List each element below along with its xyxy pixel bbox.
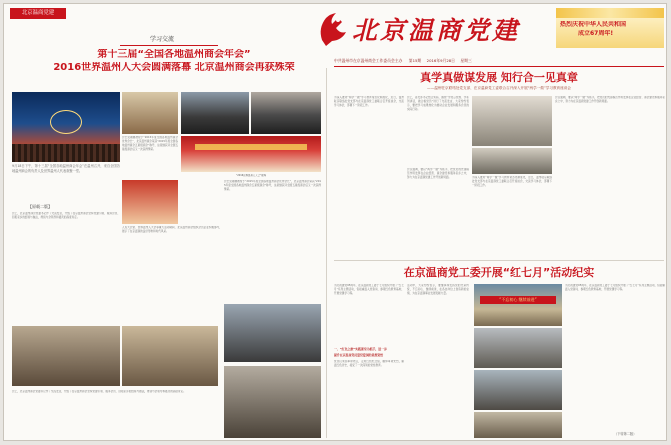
right-bottom-col1b: 党员们来到革命老区，走进红色纪念馆，瞻仰革命先烈，重温红色历史，接受了一次深刻的党性教育。 — [334, 360, 404, 367]
meeting-photo-1 — [12, 326, 120, 386]
party-emblem-icon — [316, 10, 350, 48]
masthead-title: 北京温商党建 — [352, 16, 521, 45]
issue-date: 2016年9月28日 — [426, 58, 455, 63]
left-lead-text: 9月18日下午，第十三届“全国各地温州商会年会”在温州召开，来自全国各地温州商会的负责人及世界温州人代表欢聚一堂。 — [12, 164, 120, 173]
right-bottom-col3: 为庆祝建党95周年，在京温商党工委于七月组织开展了“红七月”系列主题活动，包括重温入党誓词、参观红色教育基地、开展党课学习等。 — [565, 284, 665, 291]
issue-weekday: 星期三 — [460, 58, 472, 63]
right-top-col4: 会议强调，要以“两学一做”为抓手，把党员的先锋模范作用发挥在企业经营、商会建设和服务家乡之中，努力为在京温商党建工作开创新局面。 — [407, 168, 469, 179]
group-photo-4 — [224, 366, 321, 438]
issue-line — [334, 58, 664, 64]
newspaper-page — [3, 3, 667, 441]
left-body-col5: 会上，北京温州商会党委书记作了交流发言，介绍了在京温州商会坚持党建引领、服务会员、回报家乡的经验与做法，得到与会领导和嘉宾的高度肯定。 — [12, 390, 186, 393]
visit-photo-1 — [474, 328, 562, 368]
issue-number: 第15期 — [408, 58, 422, 63]
inner-title-line-2: 提升在京温商党员爱党爱国的思想觉悟 — [334, 353, 384, 357]
banner-photo — [181, 136, 321, 172]
section-tab — [120, 35, 218, 46]
left-body-col4: 会长吴素卿被授予“2015年度全国各地温州商会优秀会长”，北京温州商会荣获“2015年度全国各地温州商会五星级商会”称号，这是继获评全国五星级商会后又一次获得殊荣。 — [224, 180, 321, 191]
inner-title-box — [334, 346, 404, 358]
visit-photo-2 — [474, 370, 562, 410]
publisher: 中共温州市在京温州商会工作委员会主办 — [334, 58, 403, 63]
right-top-col5: 为深入推进“两学一做”学习教育常态化制度化，近日，温州驻京联络处党支部与在京温商党工委联合召开座谈会，交流学习体会，部署下一阶段工作。 — [472, 176, 552, 187]
seminar-photo-2 — [472, 148, 552, 174]
right-top-col1: 为深入推进“两学一做”学习教育常态化制度化，近日，温州驻京联络处党支部与在京温商党工委联合召开座谈会，交流学习体会，部署下一阶段工作。 — [334, 96, 404, 107]
right-top-col3: 会议强调，要以“两学一做”为抓手，把党员的先锋模范作用发挥在企业经营、商会建设和服务家乡之中，努力为在京温商党建工作开创新局面。 — [555, 96, 665, 103]
inner-title-line-1: 一、“红色之旅”实践课堂为抓手，进一步 — [334, 347, 387, 351]
corner-tag: 北京温商党建 — [10, 8, 66, 19]
right-section-rule — [334, 260, 664, 261]
section-tab-label: 学习交流 — [150, 36, 175, 43]
right-bottom-headline: 在京温商党工委开展“红七月”活动纪实 — [403, 266, 595, 279]
meeting-photo-2 — [122, 326, 218, 386]
red-banner-text: “不忘初心 继续前进” — [499, 297, 537, 302]
left-body-col1: 会上，北京温州商会党委书记作了交流发言，介绍了在京温州商会坚持党建引领、服务会员、回报家乡的经验与做法，得到与会领导和嘉宾的高度肯定。 — [12, 212, 120, 219]
visit-photo-3 — [474, 412, 562, 438]
slogan-line-2: 成立67周年! — [578, 30, 614, 37]
right-top-headline: 真学真做谋发展 知行合一见真章 — [420, 71, 578, 84]
red-banner-photo — [474, 284, 562, 326]
group-photo-2 — [251, 92, 321, 134]
left-headline-1: 第十三届“全国各地温州商会年会” — [97, 49, 251, 60]
seminar-photo-1 — [472, 96, 552, 146]
left-body-col3: 人民大会堂、世界温州人大会等重大活动期间，北京温州商会组织会员企业积极参与，展示了在京温商的良好形象和时代风采。 — [122, 226, 222, 233]
stage-photo — [12, 92, 120, 162]
right-bottom-col2: 活动中，大家纷纷表示，要继承和发扬党的光荣传统，不忘初心、继续前进，在各自岗位上创造新的业绩，为在京温商事业发展贡献力量。 — [407, 284, 469, 295]
continued-note: （下转第二版） — [614, 432, 637, 436]
award-photo — [122, 92, 178, 134]
left-body-col2: 会长吴素卿被授予“2015年度全国各地温州商会优秀会长”，北京温州商会荣获“2015年度全国各地温州商会五星级商会”称号，这是继获评全国五星级商会后又一次获得殊荣。 — [122, 136, 178, 151]
right-top-col2: 会上，各支部书记结合实际，围绕“学党章党规、学系列讲话，做合格党员”进行了交流发言，大家纷纷表示，要把学习成果转化为推动企业发展和服务会员的实际行动。 — [407, 96, 469, 111]
right-bottom-col1: 为庆祝建党95周年，在京温商党工委于七月组织开展了“红七月”系列主题活动，包括重温入党誓词、参观红色教育基地、开展党课学习等。 — [334, 284, 404, 295]
slogan-box — [556, 8, 664, 48]
section-marker: 【原载二版】 — [28, 204, 52, 209]
left-headline-2: 2016世界温州人大会圆满落幕 北京温州商会再获殊荣 — [53, 62, 295, 73]
slogan-line-1: 热烈庆祝中华人民共和国 — [560, 21, 627, 28]
center-divider — [326, 68, 327, 438]
group-photo-1 — [181, 92, 249, 134]
masthead-rule — [334, 66, 664, 67]
right-top-subhead: ——温州驻京联络处党支部、在京温商党工委联合召开深入开展“两学一做”学习教育座谈会 — [427, 86, 571, 90]
group-photo-3 — [224, 304, 321, 362]
banner-photo-caption: “2016世界温州人大会”现场 — [235, 174, 267, 177]
hall-photo — [122, 180, 178, 224]
